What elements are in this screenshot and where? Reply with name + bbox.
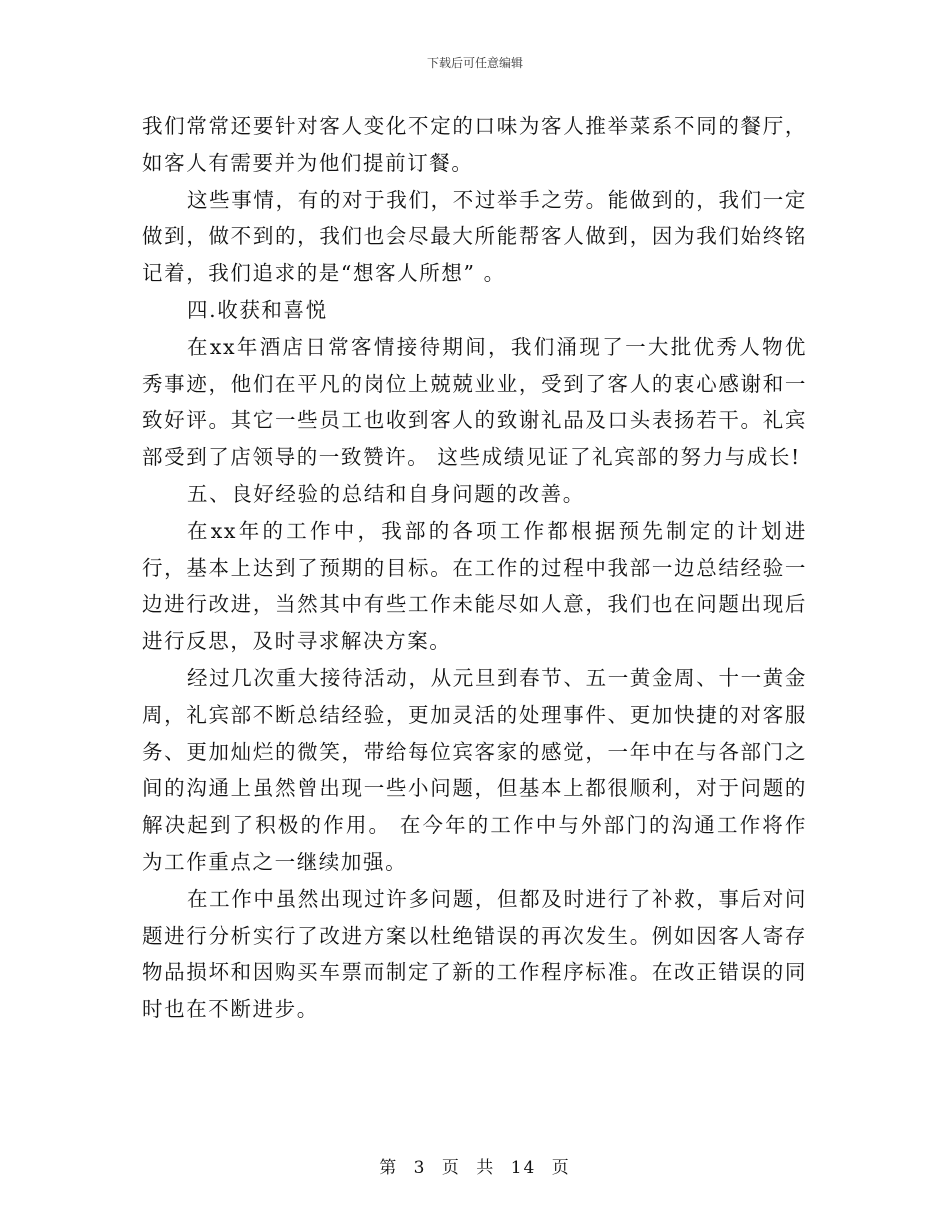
section-heading-5: 五、良好经验的总结和自身问题的改善。	[187, 481, 585, 506]
page-footer	[0, 1153, 950, 1178]
paragraph-2: 这些事情，有的对于我们，不过举手之劳。能做到的，我们一定做到，做不到的，我们也会尽最大所能帮客人做到，因为我们始终铭记着，我们追求的是“想客人所想” 。	[142, 187, 807, 286]
paragraph-5: 经过几次重大接待活动，从元旦到春节、五一黄金周、十一黄金周，礼宾部不断总结经验，更加灵活的处理事件、更加快捷的对客服务、更加灿烂的微笑，带给每位宾客家的感觉，一年中在与各部门之间的沟通上虽然曾出现一些小问题，但基本上都很顺利，对于问题的解决起到了积极的作用。 在今年的工作中与外部门的沟通工作将作为工作重点之一继续加强。	[142, 665, 807, 874]
paragraph-1: 我们常常还要针对客人变化不定的口味为客人推举菜系不同的餐厅，如客人有需要并为他们提前订餐。	[142, 114, 807, 175]
document-body	[142, 108, 807, 1028]
paragraph-3: 在xx年酒店日常客情接待期间，我们涌现了一大批优秀人物优秀事迹，他们在平凡的岗位上兢兢业业，受到了客人的衷心感谢和一致好评。其它一些员工也收到客人的致谢礼品及口头表扬若干。礼宾部受到了店领导的一致赞许。 这些成绩见证了礼宾部的努力与成长!	[142, 334, 807, 470]
footer-label-page-unit: 页	[441, 1158, 461, 1178]
header-note: 下载后可任意编辑	[426, 56, 523, 70]
footer-label-total-unit: 页	[551, 1158, 571, 1178]
footer-label-page: 第	[379, 1158, 399, 1178]
footer-current-page: 3	[413, 1158, 427, 1178]
footer-label-total: 共	[476, 1158, 496, 1178]
footer-total-pages: 14	[510, 1158, 537, 1178]
paragraph-4: 在xx年的工作中，我部的各项工作都根据预先制定的计划进 行，基本上达到了预期的目标。在工作的过程中我部一边总结经验一边进行改进，当然其中有些工作未能尽如人意，我们也在问题出现后进行反思，及时寻求解决方案。	[142, 518, 807, 654]
paragraph-6: 在工作中虽然出现过许多问题，但都及时进行了补救，事后对问题进行分析实行了改进方案以杜绝错误的再次发生。例如因客人寄存物品损坏和因购买车票而制定了新的工作程序标准。在改正错误的同时也在不断进步。	[142, 886, 807, 1022]
section-heading-4: 四.收获和喜悦	[187, 297, 328, 322]
